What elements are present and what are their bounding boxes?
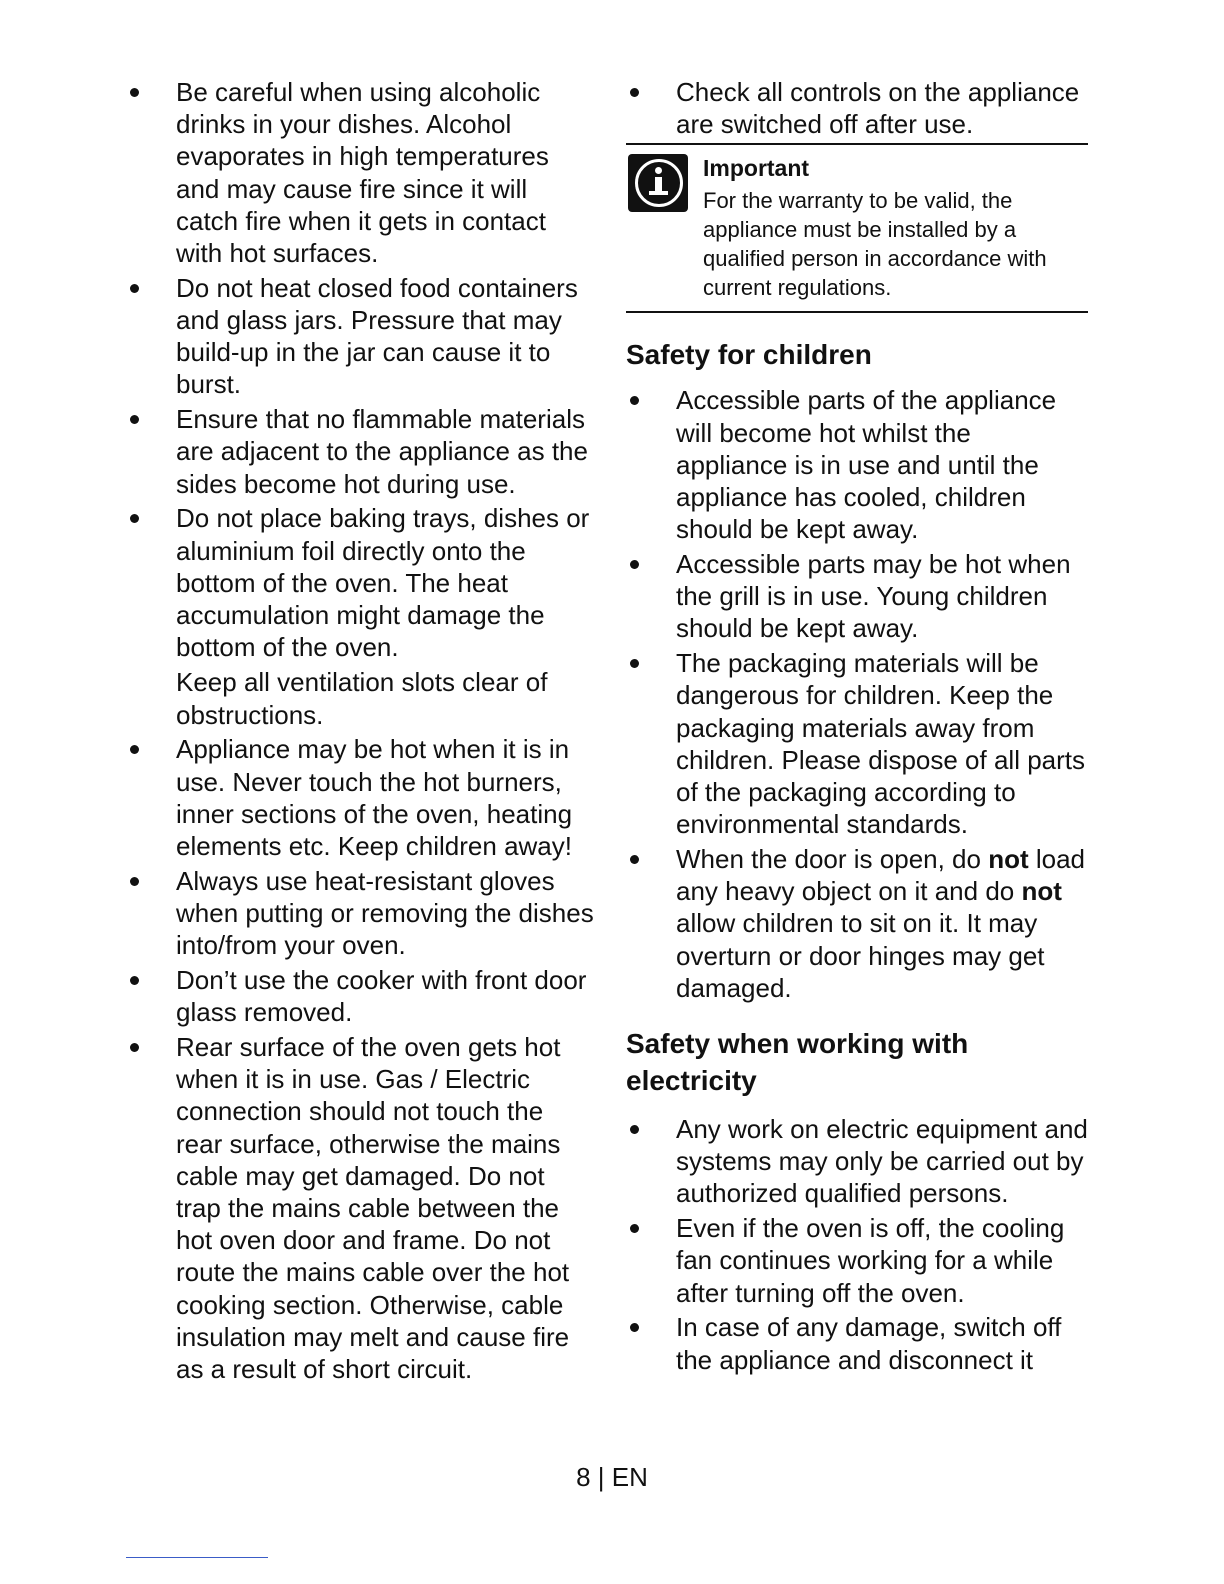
children-bullet-list — [626, 384, 1088, 1004]
left-bullet-list — [126, 76, 596, 1385]
list-item: The packaging materials will be dangerous for children. Keep the packaging materials away from children. Please dispose of all parts of the packaging according to environmental standards. — [626, 647, 1088, 840]
emphasis-not: not — [1021, 876, 1062, 907]
list-item: Check all controls on the appliance are switched off after use. — [626, 76, 1088, 140]
list-item: Appliance may be hot when it is in use. Never touch the hot burners, inner sections of the oven, heating elements etc. Keep children away! — [126, 733, 596, 862]
emphasis-not: not — [988, 844, 1029, 875]
list-item: Do not heat closed food containers and glass jars. Pressure that may build-up in the jar can cause it to burst. — [126, 272, 596, 401]
footer-divider — [126, 1557, 268, 1558]
section-heading-electricity: Safety when working with electricity — [626, 1028, 969, 1097]
note-title: Important — [703, 155, 810, 182]
ventilation-continuation: Keep all ventilation slots clear of obstructions. — [176, 667, 548, 730]
list-item: Ensure that no flammable materials are adjacent to the appliance as the sides become hot during use. — [126, 403, 596, 500]
list-item: Even if the oven is off, the cooling fan continues working for a while after turning off the oven. — [626, 1212, 1088, 1309]
list-item: Accessible parts of the appliance will become hot whilst the appliance is in use and until the appliance has cooled, children should be kept away. — [626, 384, 1088, 545]
left-column — [126, 76, 596, 1388]
note-body: For the warranty to be valid, the appliance must be installed by a qualified person in accordance with current regulations. — [703, 188, 1047, 301]
list-item: Rear surface of the oven gets hot when it is in use. Gas / Electric connection should not touch the rear surface, otherwise the mains cable may get damaged. Do not trap the mains cable between the hot oven door and frame. Do not route the mains cable over the hot cooking section. Otherwise, cable insulation may melt and cause fire as a result of short circuit. — [126, 1031, 596, 1385]
list-item: When the door is open, do not load any heavy object on it and do not allow children to sit on it. It may overturn or door hinges may get damaged. — [626, 843, 1088, 1004]
list-item: Don’t use the cooker with front door glass removed. — [126, 964, 596, 1028]
page-number: 8 | EN — [576, 1462, 648, 1492]
list-item: Accessible parts may be hot when the grill is in use. Young children should be kept away. — [626, 548, 1088, 645]
list-item: In case of any damage, switch off the appliance and disconnect it — [626, 1311, 1088, 1375]
list-item-text: Do not place baking trays, dishes or aluminium foil directly onto the bottom of the oven. The heat accumulation might damage the bottom of the oven. — [176, 503, 590, 663]
section-heading-children: Safety for children — [626, 339, 872, 371]
important-note — [626, 143, 1088, 313]
electricity-bullet-list — [626, 1113, 1088, 1376]
list-item: Always use heat-resistant gloves when putting or removing the dishes into/from your oven. — [126, 865, 596, 962]
intro-bullet-list — [626, 76, 1088, 140]
list-item: Be careful when using alcoholic drinks in your dishes. Alcohol evaporates in high temperatures and may cause fire since it will catch fire when it gets in contact with hot surfaces. — [126, 76, 596, 269]
list-item — [126, 502, 596, 730]
right-column — [626, 76, 1088, 1378]
info-icon — [628, 154, 688, 212]
list-item: Any work on electric equipment and systems may only be carried out by authorized qualified persons. — [626, 1113, 1088, 1210]
